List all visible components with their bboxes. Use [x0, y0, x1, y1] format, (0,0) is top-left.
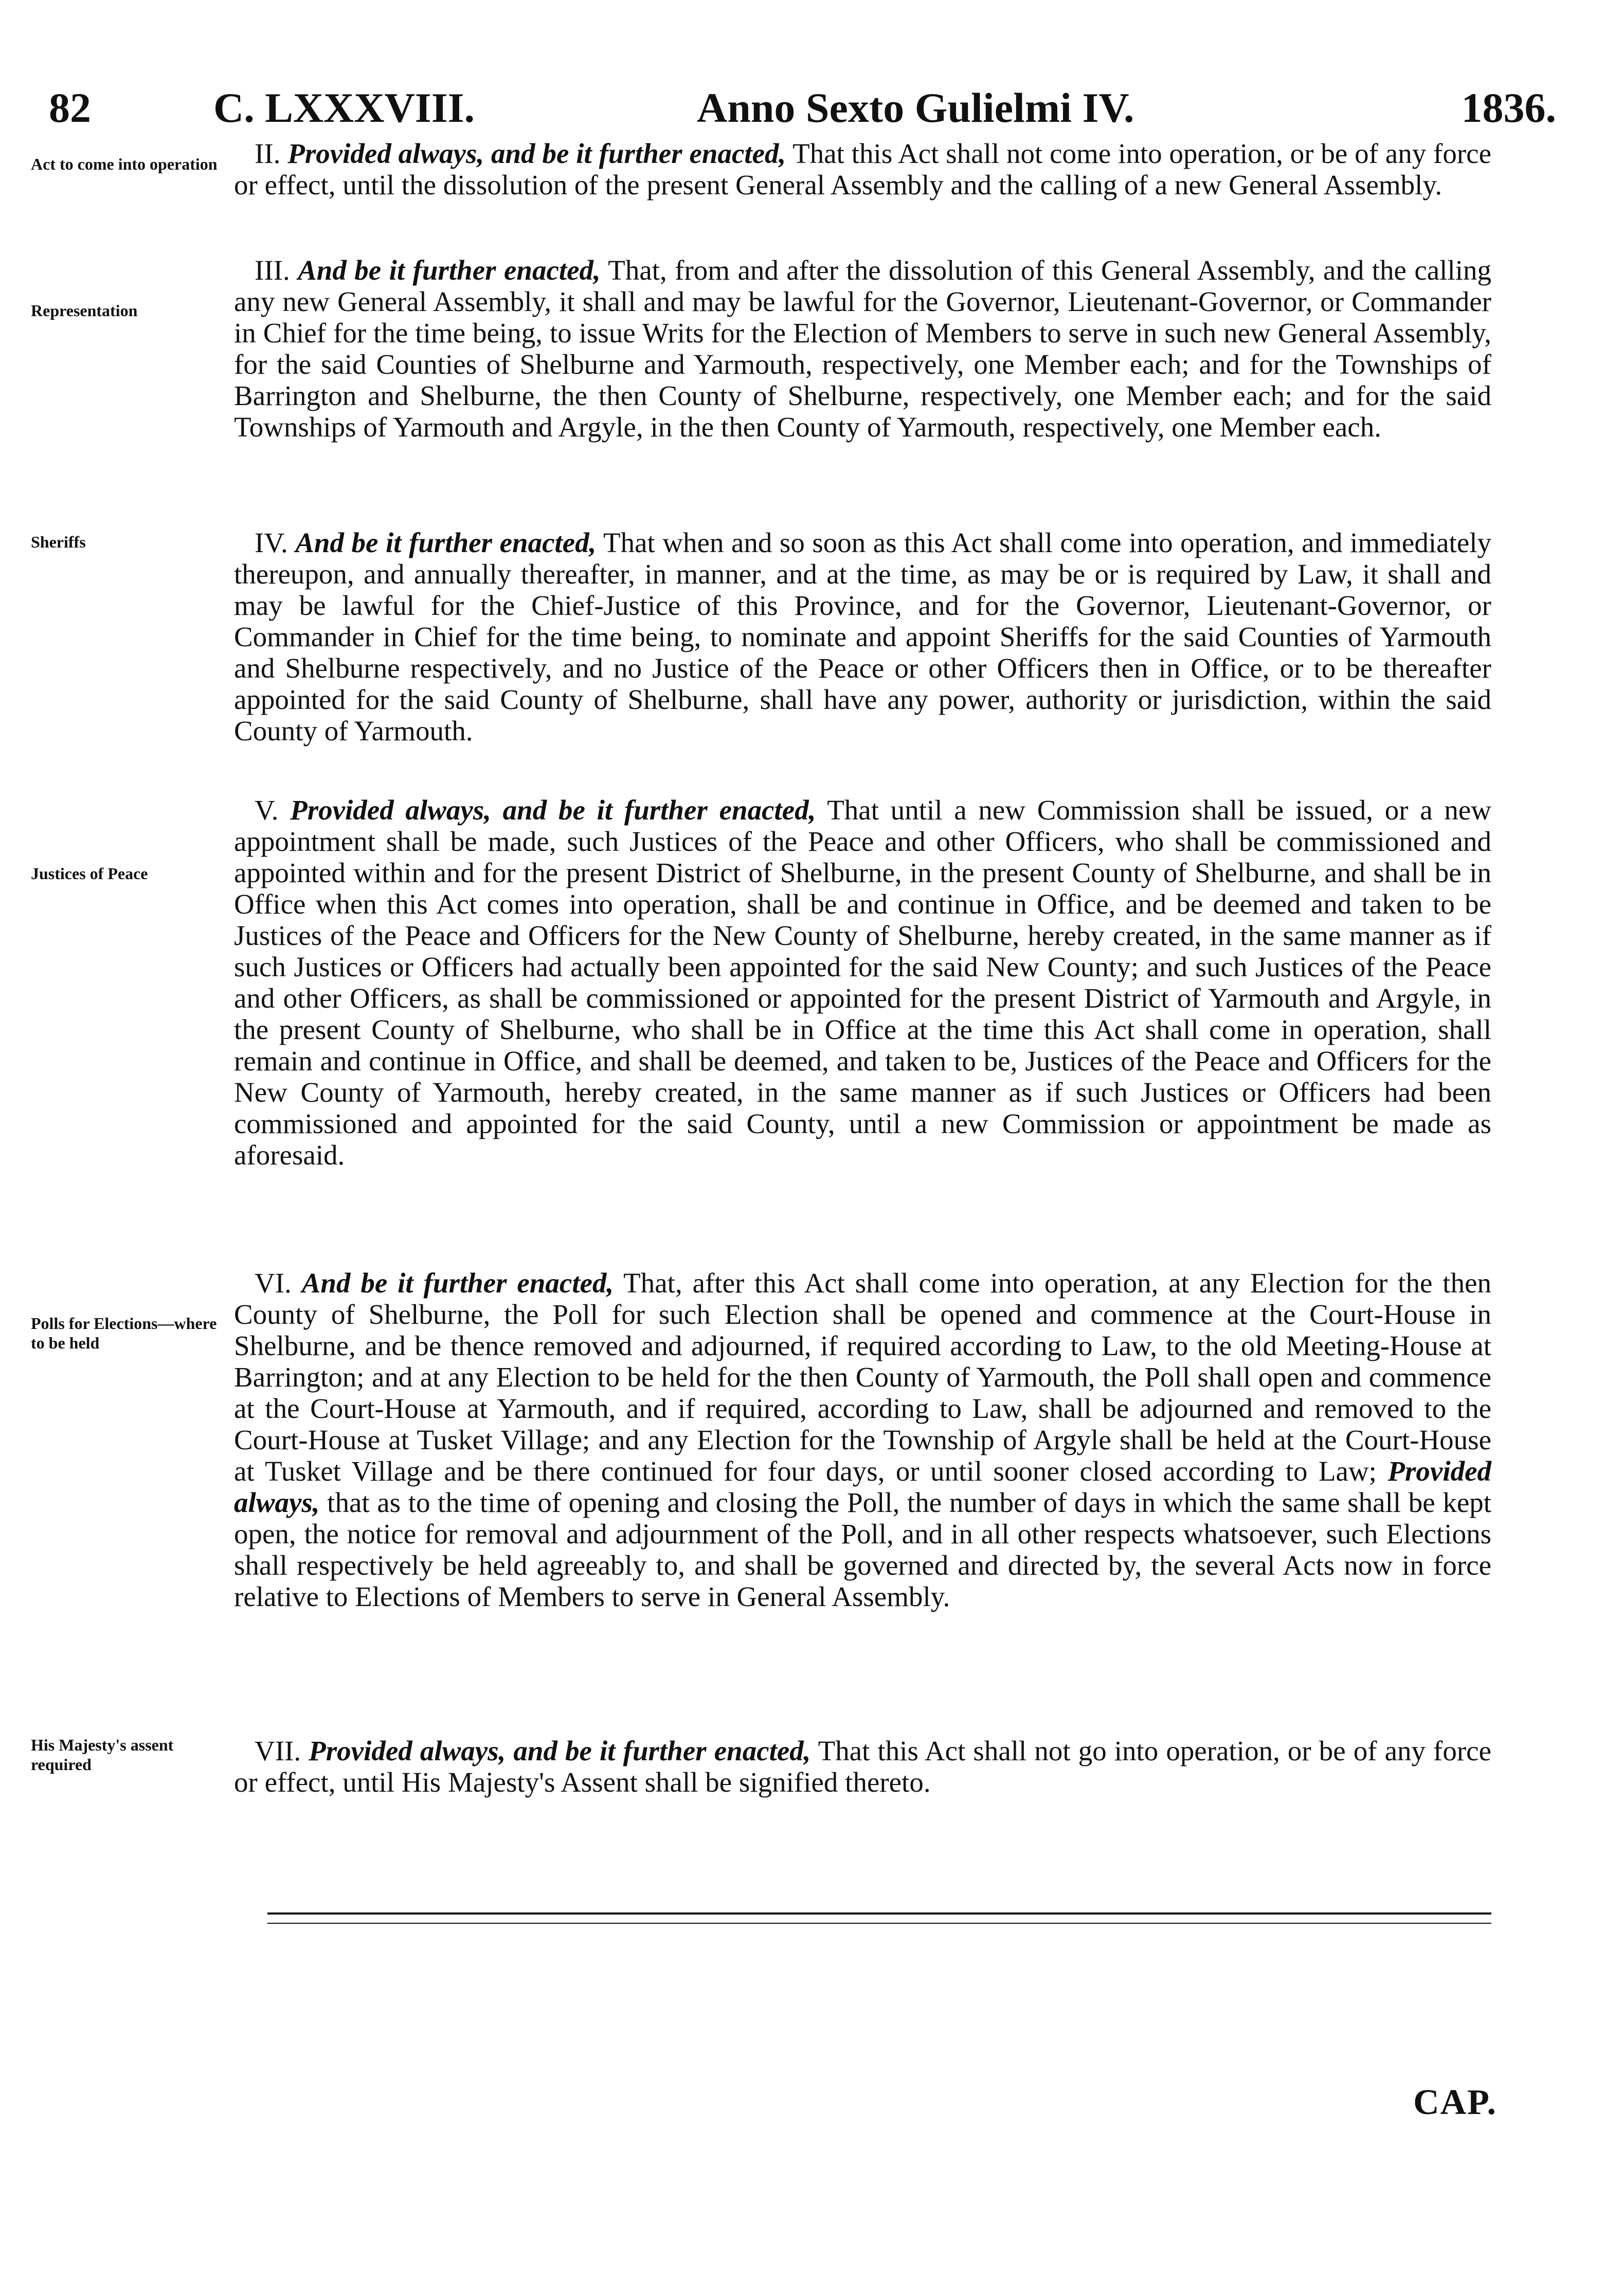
- section-2: [234, 138, 1491, 201]
- section-3: [234, 254, 1491, 443]
- section-text: That this Act shall not go into operation, or be of any force or effect, until His Majesty's Assent shall be signified thereto.: [234, 1735, 1491, 1798]
- closing-rule: [267, 1912, 1491, 1915]
- section-text: That until a new Commission shall be issued, or a new appointment shall be made, such Justices of the Peace and other Officers, who shall be commissioned and appointed within and for the present District of Shelburne, in the present County of Shelburne, and shall be in Office when this Act comes into operation, shall be and continue in Office, and be deemed and taken to be Justices of the Peace and Officers for the New County of Shelburne, hereby created, in the same manner as if such Justices or Officers had actually been appointed for the said New County; and such Justices of the Peace and other Officers, as shall be commissioned or appointed for the present District of Yarmouth and Argyle, in the present County of Shelburne, who shall be in Office at the time this Act shall come in operation, shall remain and continue in Office, and shall be deemed, and taken to be, Justices of the Peace and Officers for the New County of Yarmouth, hereby created, in the same manner as if such Justices or Officers had been commissioned and appointed for the said County, until a new Commission or appointment be made as aforesaid.: [234, 794, 1492, 1171]
- margin-note: Act to come into operation: [31, 155, 218, 173]
- calendar-year: 1836.: [1461, 84, 1556, 131]
- section-5: [234, 794, 1491, 1171]
- enacting-formula: And be it further enacted,: [301, 1267, 614, 1299]
- regnal-year: Anno Sexto Gulielmi IV.: [697, 84, 1134, 131]
- proviso: Provided always,: [234, 1455, 1492, 1518]
- section-text: That, after this Act shall come into operation, at any Election for the then County of Shelburne, the Poll for such Election shall be opened and commence at the Court-House in Shelburne, and be thence removed and adjourned, if required according to Law, to the old Meeting-House at Barrington; and at any Election to be held for the then County of Yarmouth, the Poll shall open and commence at the Court-House at Yarmouth, and if required, according to Law, shall be adjourned and removed to the Court-House at Tusket Village; and any Election for the Township of Argyle shall be held at the Court-House at Tusket Village and be there continued for four days, or until sooner closed according to Law;: [234, 1267, 1491, 1487]
- margin-note: Sheriffs: [31, 533, 86, 551]
- margin-notes: [31, 0, 221, 2296]
- section-text-continued: that as to the time of opening and closing the Poll, the number of days in which the same shall be kept open, the notice for removal and adjournment of the Poll, and in all other respects whatsoever, such Elections shall respectively be held agreeably to, and shall be governed and directed by, the several Acts now in force relative to Elections of Members to serve in General Assembly.: [234, 1487, 1492, 1612]
- enacting-formula: And be it further enacted,: [295, 527, 597, 558]
- section-6: [234, 1267, 1491, 1612]
- section-number: IV.: [255, 527, 288, 558]
- closing-rule-thin: [267, 1923, 1491, 1924]
- section-number: III.: [255, 254, 290, 286]
- section-4: [234, 527, 1491, 746]
- margin-note: His Majesty's assent required: [31, 1736, 174, 1774]
- statute-text: [234, 0, 1491, 2296]
- section-text: That, from and after the dissolution of this General Assembly, and the calling any new General Assembly, it shall and may be lawful for the Governor, Lieutenant-Governor, or Commander in Chief for the time being, to issue Writs for the Election of Members to serve in such new General Assembly, for the said Counties of Shelburne and Yarmouth, respectively, one Member each; and for the Townships of Barrington and Shelburne, the then County of Shelburne, respectively, one Member each; and for the said Townships of Yarmouth and Argyle, in the then County of Yarmouth, respectively, one Member each.: [234, 254, 1492, 443]
- page-number: 82: [49, 84, 91, 131]
- section-7: [234, 1735, 1491, 1798]
- margin-note: Representation: [31, 301, 138, 320]
- enacting-formula: Provided always, and be it further enacted,: [290, 794, 816, 826]
- section-number: II.: [255, 138, 281, 169]
- catchword: CAP.: [1413, 2083, 1497, 2122]
- section-text: That when and so soon as this Act shall come into operation, and immediately thereupon, and annually thereafter, in manner, and at the time, as may be or is required by Law, it shall and may be lawful for the Chief-Justice of this Province, and for the Governor, Lieutenant-Governor, or Commander in Chief for the time being, to nominate and appoint Sheriffs for the said Counties of Yarmouth and Shelburne respectively, and no Justice of the Peace or other Officers then in Office, or to be thereafter appointed for the said County of Shelburne, shall have any power, authority or jurisdiction, within the said County of Yarmouth.: [234, 527, 1492, 746]
- enacting-formula: And be it further enacted,: [298, 254, 601, 286]
- margin-note: Polls for Elections—where to be held: [31, 1314, 217, 1352]
- section-number: VII.: [255, 1735, 301, 1766]
- section-number: VI.: [255, 1267, 292, 1299]
- enacting-formula: Provided always, and be it further enacted,: [287, 138, 786, 169]
- enacting-formula: Provided always, and be it further enacted,: [309, 1735, 811, 1766]
- margin-note: Justices of Peace: [31, 864, 148, 883]
- chapter-number: C. LXXXVIII.: [213, 84, 475, 131]
- section-number: V.: [255, 794, 279, 826]
- section-text: That this Act shall not come into operation, or be of any force or effect, until the dissolution of the present General Assembly and the calling of a new General Assembly.: [234, 138, 1492, 201]
